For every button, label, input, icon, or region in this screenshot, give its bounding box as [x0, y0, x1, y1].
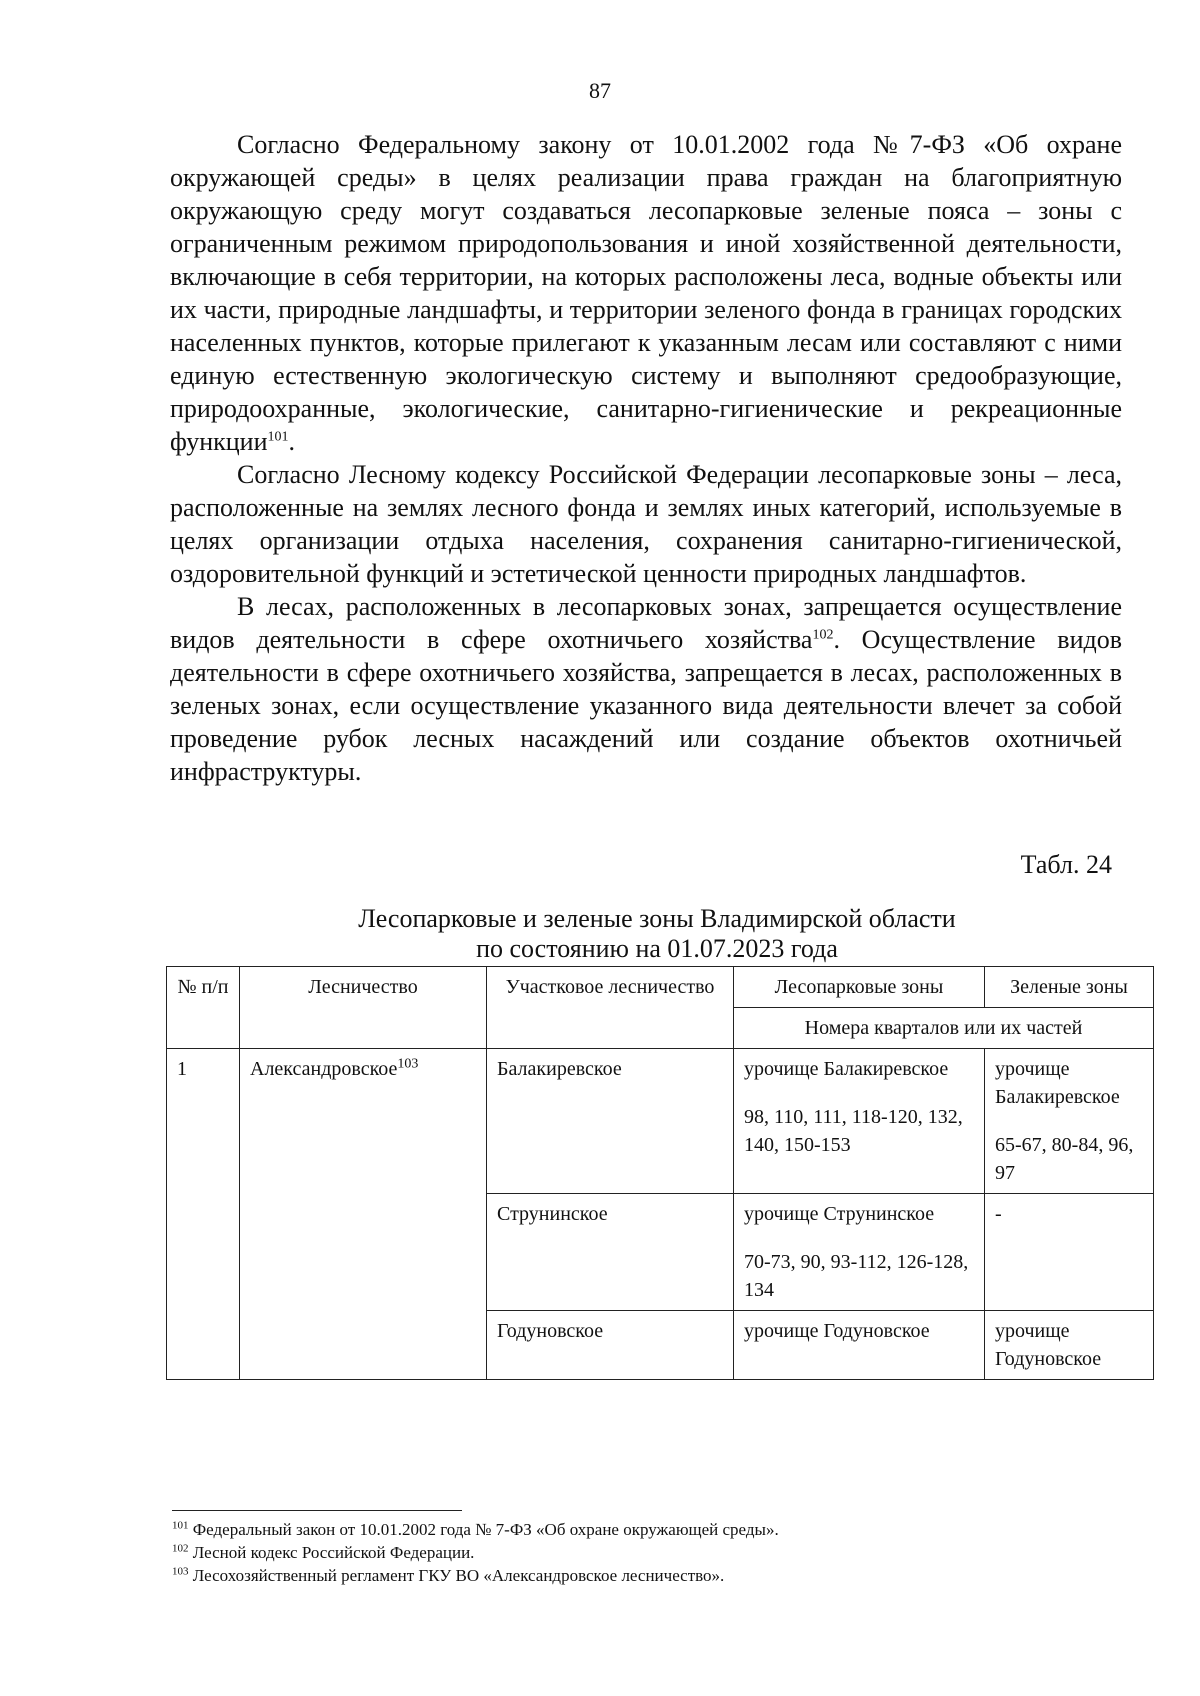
footnote-number: 101: [172, 1519, 189, 1532]
cell-zelenye: [985, 1049, 1154, 1194]
header-kvartaly: Номера кварталов или их частей: [734, 1008, 1154, 1049]
table-title: [160, 904, 1154, 964]
paragraph-text: Согласно Федеральному закону от 10.01.2002 года №7-ФЗ «Об охране окружающей среды» в целях реализации права граждан на благоприятную окружающую среду могут создаваться лесопарковые зеленые пояса – зоны с ограниченным режимом природопользования и иной хозяйственной деятельности, включающие в себя территории, на которых расположены леса, водные объекты или их части, природные ландшафты, и территории зеленого фонда в границах городских населенных пунктов, которые прилегают к указанным лесам или составляют с ними единую естественную экологическую систему и выполняют средообразующие, природоохранные, экологические, санитарно-гигиенические и рекреационные функции: [170, 130, 1122, 456]
cell-number: 1: [167, 1049, 240, 1380]
footnote-ref-103: 103: [397, 1056, 419, 1072]
cell-uchastkovoe: Балакиревское: [487, 1049, 734, 1194]
header-lesoparkovye: Лесопарковые зоны: [734, 967, 985, 1008]
paragraph-forest-code: [170, 458, 1122, 590]
lesnichestvo-name: Александровское: [250, 1058, 398, 1080]
zones-table: [166, 966, 1154, 1380]
footnote-103: [172, 1564, 1132, 1587]
footnote-divider: [172, 1510, 462, 1511]
paragraph-tail: .: [288, 427, 295, 456]
header-lesnichestvo: Лесничество: [240, 967, 487, 1049]
page-number: 87: [589, 78, 611, 103]
lesoparkovye-urochishche: урочище Годуновское: [744, 1320, 930, 1342]
zelenye-urochishche: урочище Годуновское: [995, 1320, 1102, 1370]
header-number: № п/п: [167, 967, 240, 1049]
paragraph-text: Согласно Лесному кодексу Российской Федерации лесопарковые зоны – леса, расположенные на землях лесного фонда и землях иных категорий, используемые в целях организации отдыха населения, сохранения санитарно-гигиенической, оздоровительной функций и эстетической ценности природных ландшафтов.: [170, 460, 1122, 588]
cell-lesoparkovye: [734, 1049, 985, 1194]
footnote-number: 103: [172, 1565, 189, 1578]
table-reference: Табл. 24: [1020, 850, 1112, 879]
paragraph-federal-law: [170, 128, 1122, 458]
footnote-text: Лесохозяйственный регламент ГКУ ВО «Александровское лесничество».: [192, 1566, 725, 1585]
footnote-text: Лесной кодекс Российской Федерации.: [192, 1543, 475, 1562]
table-title-line-2: по состоянию на 01.07.2023 года: [476, 934, 838, 963]
paragraph-tail: . Осуществление видов деятельности в сфере охотничьего хозяйства, запрещается в лесах, расположенных в зеленых зонах, если осуществление указанного вида деятельности влечет за собой проведение рубок лесных насаждений или создание объектов охотничьей инфраструктуры.: [170, 625, 1122, 786]
table-title-line-1: Лесопарковые и зеленые зоны Владимирской области: [358, 904, 956, 933]
lesoparkovye-urochishche: урочище Балакиревское: [744, 1058, 949, 1080]
header-zelenye: Зеленые зоны: [985, 967, 1154, 1008]
footnote-102: [172, 1541, 1132, 1564]
footnote-ref-102: 102: [812, 627, 834, 643]
cell-zelenye: [985, 1194, 1154, 1311]
footnote-101: [172, 1518, 1132, 1541]
zelenye-urochishche: урочище Балакиревское: [995, 1058, 1120, 1108]
paragraph-hunting: [170, 590, 1122, 788]
body-text: [170, 128, 1122, 788]
zelenye-kvartaly: 65-67, 80-84, 96, 97: [995, 1134, 1134, 1184]
paragraph-text: В лесах, расположенных в лесопарковых зонах, запрещается осуществление видов деятельности в сфере охотничьего хозяйства: [170, 592, 1122, 654]
footnote-number: 102: [172, 1542, 189, 1555]
table-row: [167, 1049, 1154, 1194]
footnote-ref-101: 101: [267, 429, 289, 445]
cell-lesnichestvo: [240, 1049, 487, 1380]
zelenye-urochishche: -: [995, 1203, 1002, 1225]
lesoparkovye-kvartaly: 70-73, 90, 93-112, 126-128, 134: [744, 1251, 969, 1301]
cell-uchastkovoe: Струнинское: [487, 1194, 734, 1311]
lesoparkovye-kvartaly: 98, 110, 111, 118-120, 132, 140, 150-153: [744, 1106, 963, 1156]
cell-lesoparkovye: [734, 1311, 985, 1380]
lesoparkovye-urochishche: урочище Струнинское: [744, 1203, 935, 1225]
cell-uchastkovoe: Годуновское: [487, 1311, 734, 1380]
footnote-text: Федеральный закон от 10.01.2002 года № 7-ФЗ «Об охране окружающей среды».: [192, 1520, 779, 1539]
table-header-row: [167, 967, 1154, 1008]
cell-lesoparkovye: [734, 1194, 985, 1311]
footnotes: [172, 1518, 1132, 1587]
header-uchastkovoe: Участковое лесничество: [487, 967, 734, 1049]
cell-zelenye: [985, 1311, 1154, 1380]
